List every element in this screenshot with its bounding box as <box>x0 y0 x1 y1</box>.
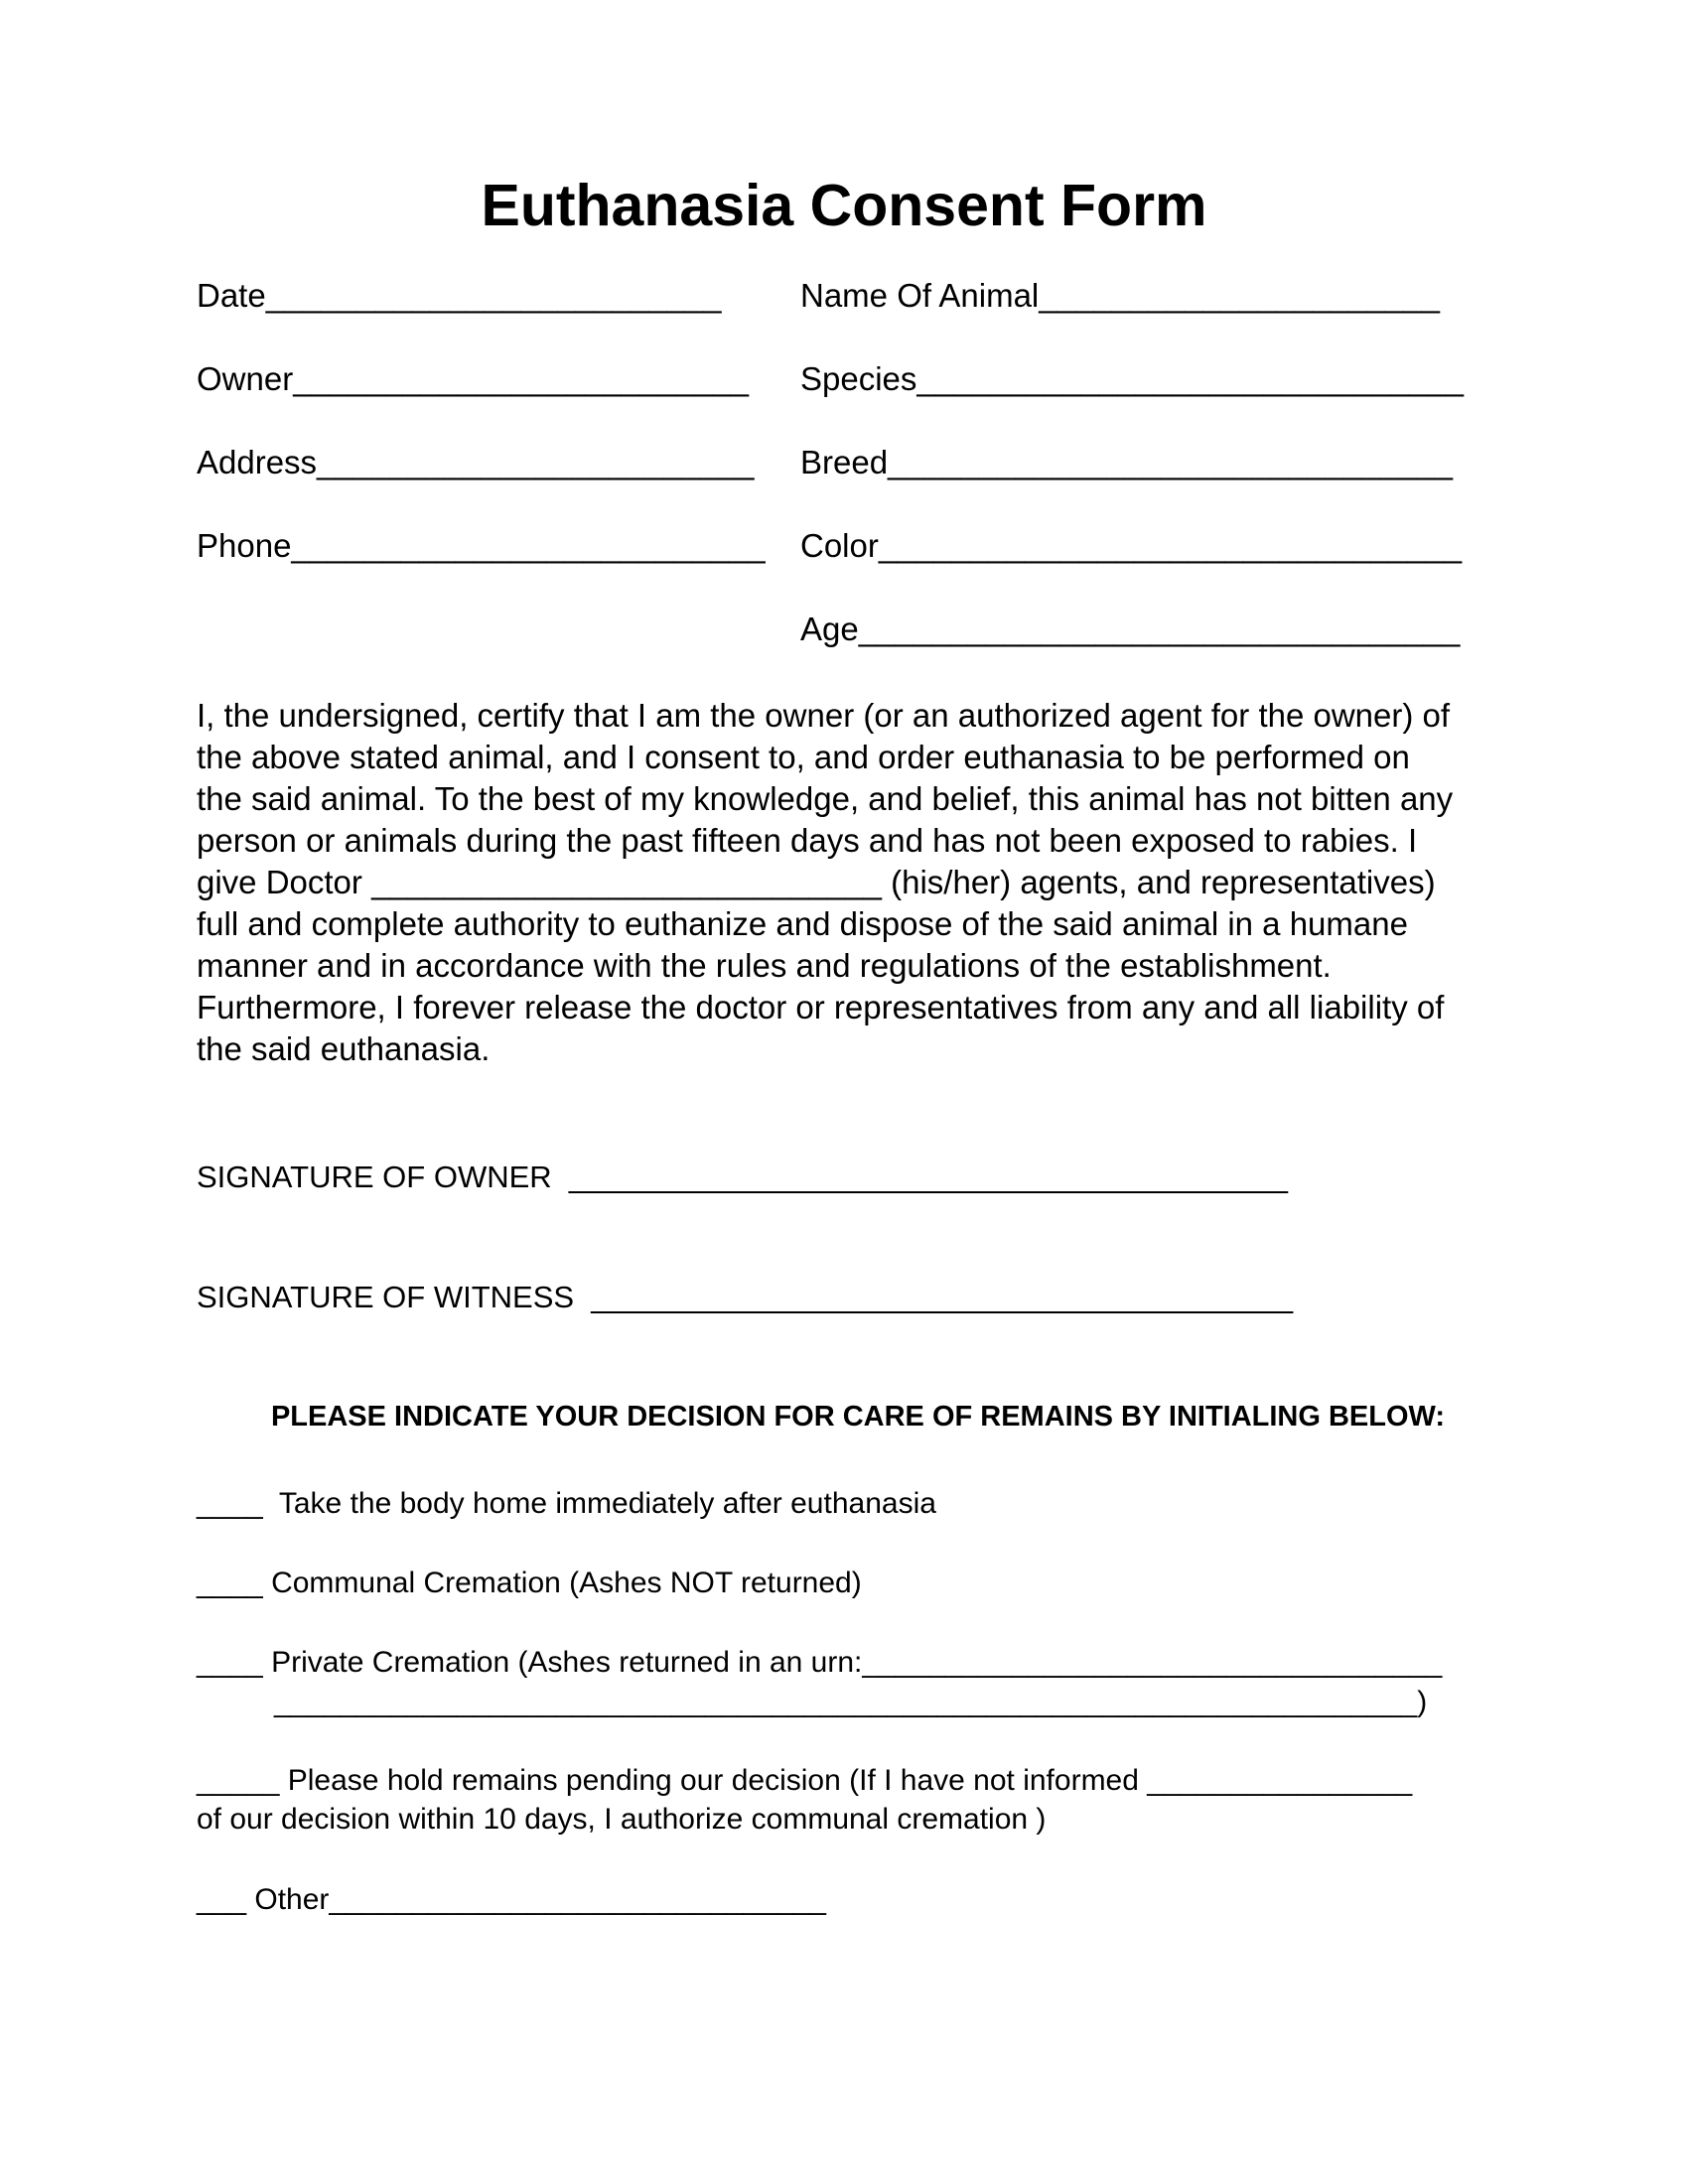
doctor-name-line[interactable]: give Doctor ____________________________ (his/her) agents, and representatives) <box>197 864 1436 900</box>
owner-field[interactable]: Owner_________________________ <box>197 360 750 397</box>
address-field[interactable]: Address________________________ <box>197 444 755 480</box>
owner-signature-line[interactable]: SIGNATURE OF OWNER __________________________________________ <box>197 1160 1288 1194</box>
breed-field[interactable]: Breed_______________________________ <box>800 444 1454 480</box>
phone-field[interactable]: Phone__________________________ <box>197 527 766 564</box>
paragraph-line: full and complete authority to euthanize and dispose of the said animal in a humane <box>197 905 1408 942</box>
witness-signature-line[interactable]: SIGNATURE OF WITNESS _________________________________________ <box>197 1280 1294 1314</box>
paragraph-line: the said animal. To the best of my knowledge, and belief, this animal has not bitten any <box>197 780 1454 817</box>
date-field[interactable]: Date_________________________ <box>197 277 722 314</box>
paragraph-line: person or animals during the past fifteen days and has not been exposed to rabies. I <box>197 822 1418 859</box>
hold-remains-continuation: of our decision within 10 days, I authorize communal cremation ) <box>197 1803 1047 1836</box>
consent-paragraph <box>197 695 1517 1070</box>
name-of-animal-field[interactable]: Name Of Animal______________________ <box>800 277 1441 314</box>
paragraph-line: Furthermore, I forever release the doctor or representatives from any and all liability of <box>197 989 1445 1025</box>
age-field[interactable]: Age_________________________________ <box>800 611 1461 647</box>
form-title: Euthanasia Consent Form <box>481 173 1207 238</box>
species-field[interactable]: Species______________________________ <box>800 360 1464 397</box>
option-communal-cremation[interactable]: ____ Communal Cremation (Ashes NOT returned) <box>197 1567 862 1599</box>
option-other[interactable]: ___ Other______________________________ <box>197 1883 826 1916</box>
private-cremation-continuation[interactable]: _____________________________________________________________________) <box>274 1686 1428 1718</box>
remains-heading: PLEASE INDICATE YOUR DECISION FOR CARE OF REMAINS BY INITIALING BELOW: <box>270 1401 1446 1433</box>
option-private-cremation[interactable]: ____ Private Cremation (Ashes returned in an urn:___________________________________ <box>197 1646 1443 1679</box>
option-take-home[interactable]: ____ Take the body home immediately after euthanasia <box>197 1487 936 1520</box>
option-hold-remains[interactable]: _____ Please hold remains pending our decision (If I have not informed ________________ <box>197 1764 1413 1797</box>
paragraph-line: I, the undersigned, certify that I am the owner (or an authorized agent for the owner) of <box>197 697 1451 734</box>
color-field[interactable]: Color________________________________ <box>800 527 1463 564</box>
paragraph-line: the said euthanasia. <box>197 1030 491 1067</box>
paragraph-line: manner and in accordance with the rules and regulations of the establishment. <box>197 947 1332 984</box>
paragraph-line: the above stated animal, and I consent to, and order euthanasia to be performed on <box>197 739 1410 775</box>
